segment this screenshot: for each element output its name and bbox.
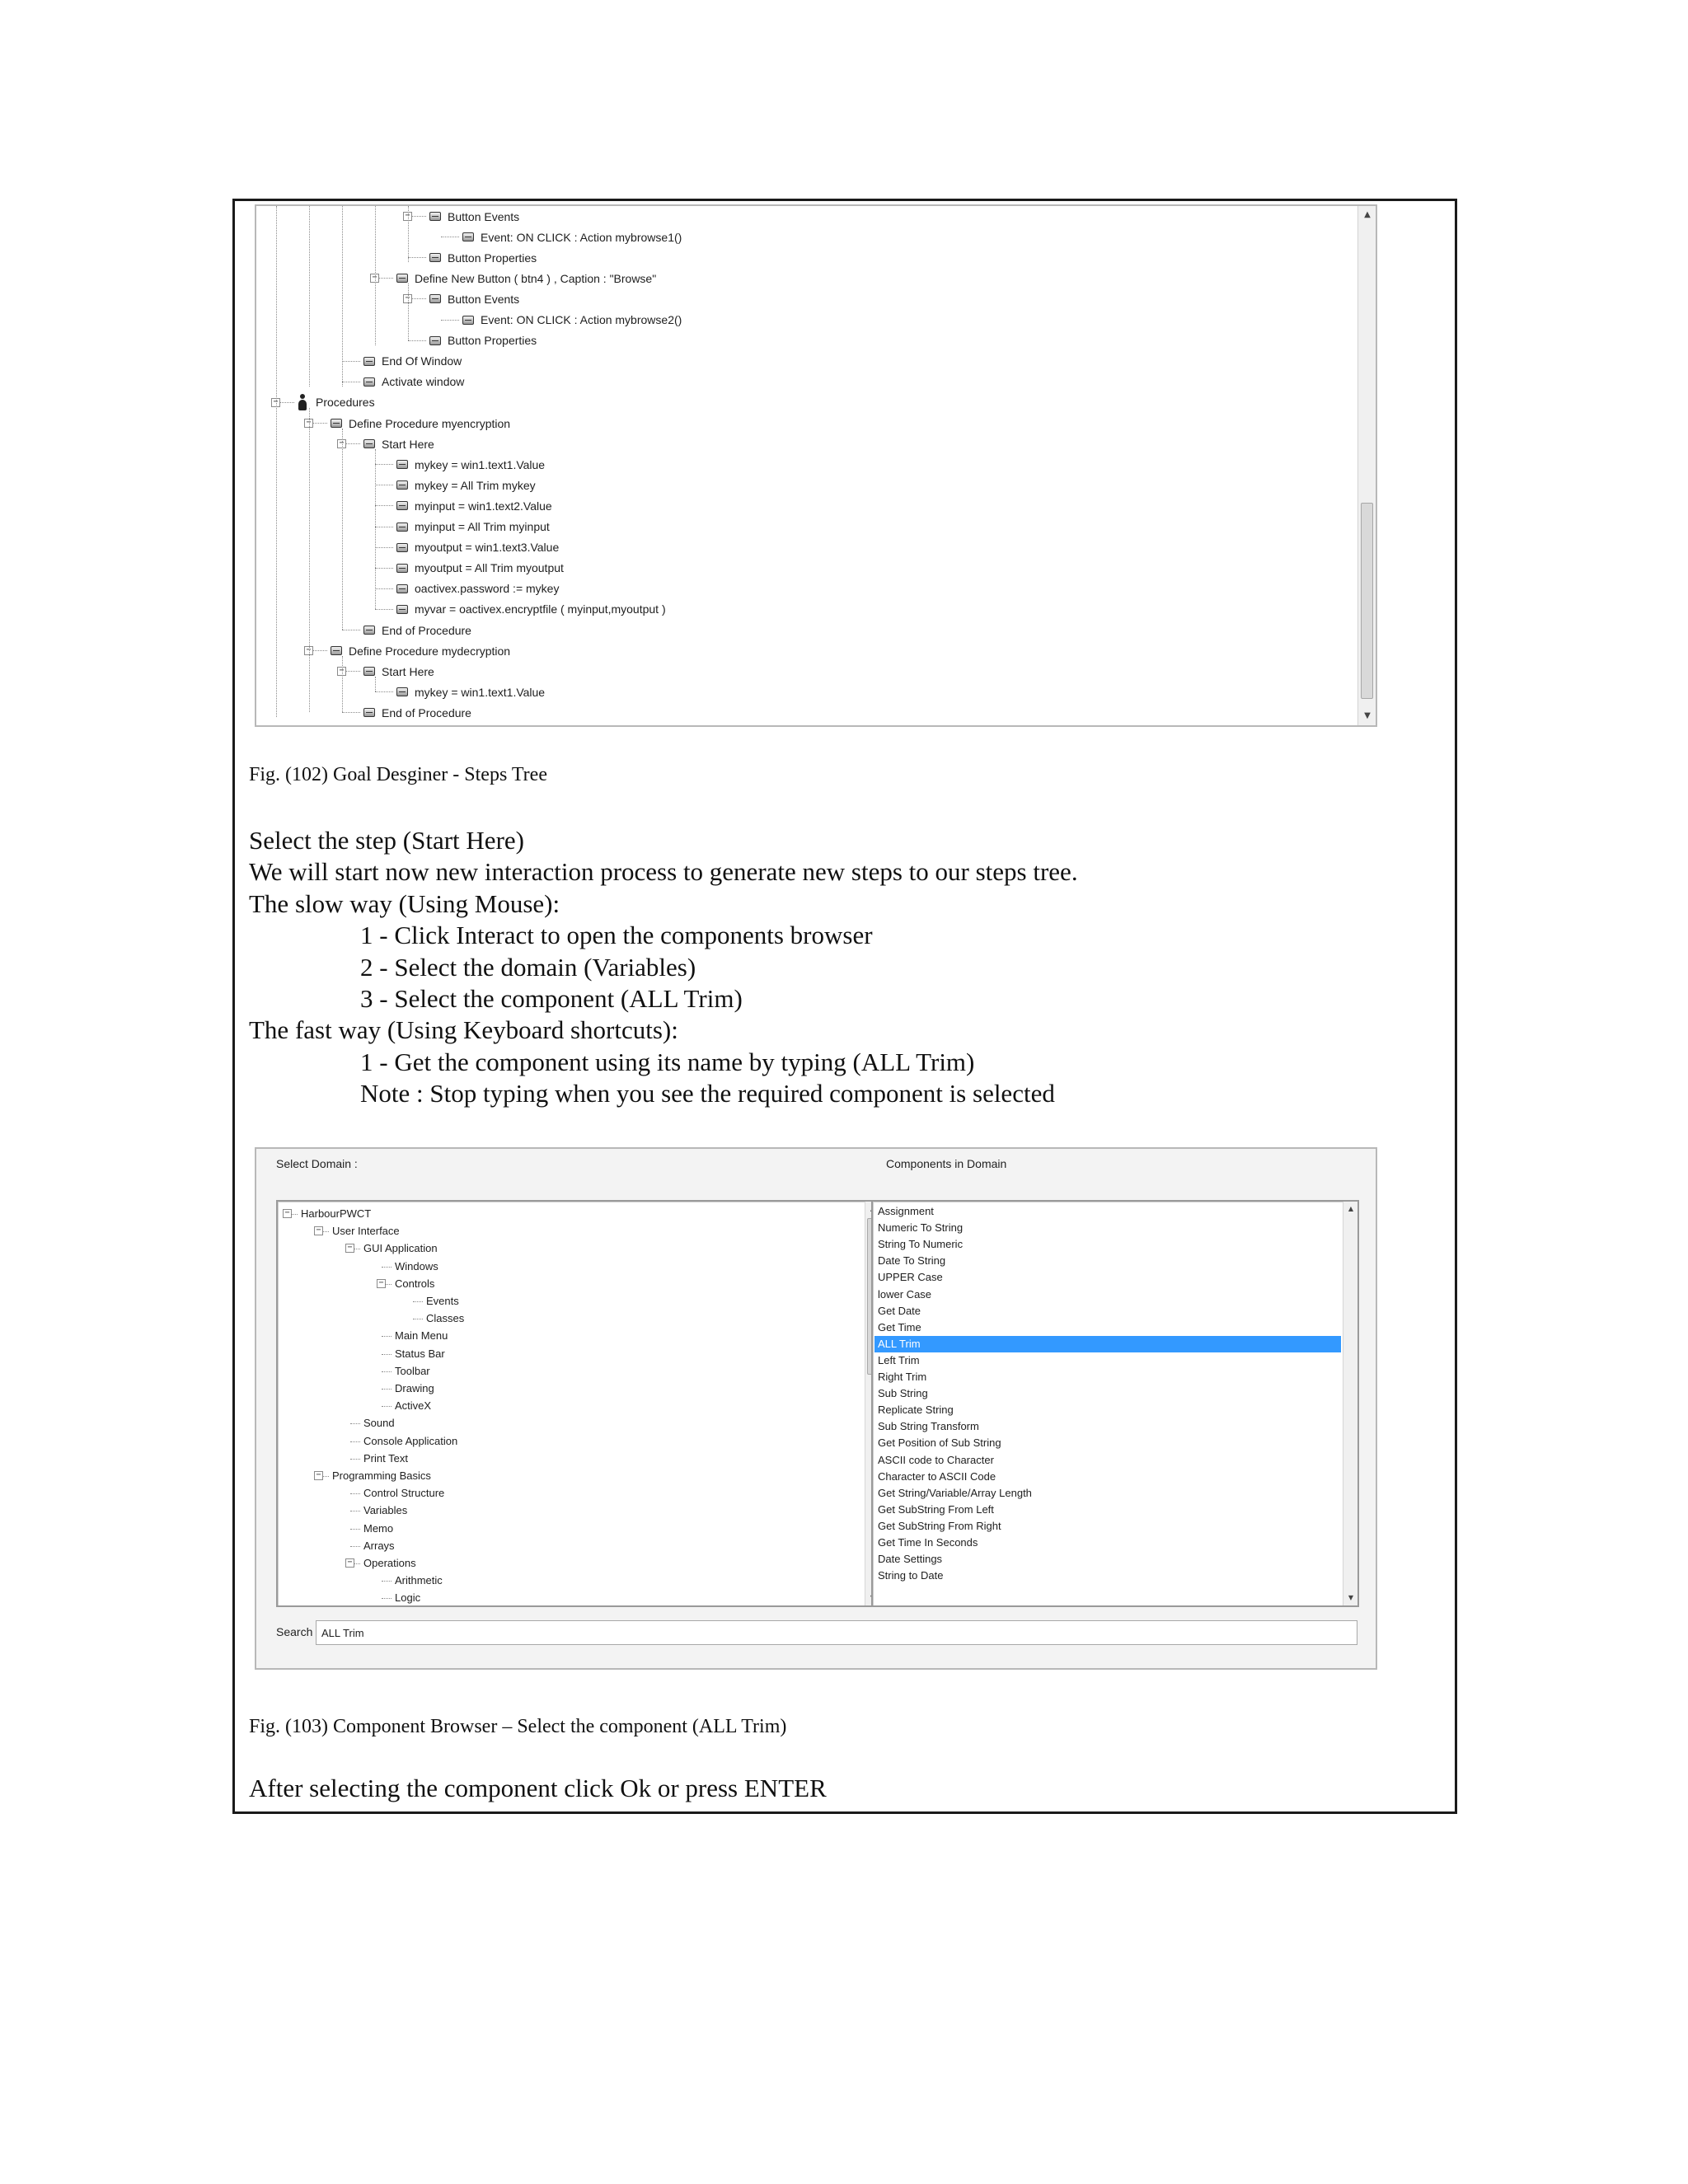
component-item[interactable]: UPPER Case [878,1271,943,1284]
tree-step-label: Start Here [382,437,434,451]
domain-connector [382,1371,392,1372]
tree-guide-line [342,429,343,630]
tree-guide-line [309,206,310,387]
domain-item[interactable]: Classes [426,1312,465,1325]
tree-step[interactable] [462,227,682,247]
domain-item[interactable]: Operations [363,1557,416,1569]
component-item[interactable]: Get Time In Seconds [878,1536,978,1549]
collapse-toggle-icon[interactable]: − [345,1244,354,1253]
tree-step-label: myoutput = All Trim myoutput [415,561,564,575]
tree-step-label: myinput = All Trim myinput [415,520,550,533]
steps-tree [256,206,1357,725]
components-list-items [873,1202,1357,1605]
tree-connector [375,568,393,569]
domain-item[interactable]: Toolbar [395,1364,430,1377]
collapse-toggle-icon[interactable]: − [345,1558,354,1568]
tree-connector [441,320,459,321]
step-node-icon [396,543,408,552]
domain-connector [350,1493,360,1494]
component-item[interactable]: Get Position of Sub String [878,1436,1001,1450]
tree-step-label: Button Properties [448,334,537,348]
tree-step-label: myoutput = win1.text3.Value [415,541,560,555]
collapse-toggle-icon[interactable]: − [314,1471,323,1480]
component-item[interactable]: Right Trim [878,1371,927,1383]
tree-guide-line [342,656,343,712]
step-node-icon [363,377,375,387]
component-item[interactable]: Get SubString From Left [878,1502,994,1516]
step-node-icon [331,419,342,428]
instruction-line: Select the step (Start Here) [249,826,524,855]
instruction-line: 1 - Click Interact to open the components browser [360,921,873,950]
component-item[interactable]: Date Settings [878,1553,943,1566]
tree-connector [375,505,393,506]
collapse-toggle-icon[interactable]: − [403,212,412,221]
domain-tree-items [278,1202,865,1605]
steps-tree-screenshot [255,204,1377,727]
tree-guide-line [408,206,409,262]
tree-step[interactable] [429,330,537,351]
collapse-toggle-icon[interactable]: − [337,439,346,448]
step-node-icon [363,626,375,635]
component-item[interactable]: ASCII code to Character [878,1453,994,1466]
component-item[interactable]: String To Numeric [878,1238,964,1251]
procedures-icon [298,394,307,410]
domain-item[interactable]: User Interface [332,1225,400,1238]
tree-step[interactable] [363,434,434,454]
step-node-icon [429,294,441,303]
tree-step[interactable] [396,599,666,620]
domain-item[interactable]: GUI Application [363,1242,438,1255]
tree-guide-line [375,206,376,345]
domain-connector [382,1354,392,1355]
component-item[interactable]: Replicate String [878,1404,954,1417]
component-item[interactable]: String to Date [878,1569,944,1582]
domain-connector [382,1336,392,1337]
component-item[interactable]: Character to ASCII Code [878,1469,996,1483]
steps-tree-scrollbar[interactable] [1357,206,1376,725]
tree-connector [408,340,426,341]
tree-step[interactable] [331,640,510,661]
tree-connector [375,609,393,610]
step-node-icon [396,564,408,573]
component-item[interactable]: lower Case [878,1287,932,1301]
tree-connector [342,712,360,713]
instruction-line: The slow way (Using Mouse): [249,888,560,918]
components-in-domain-label: Components in Domain [886,1157,1007,1170]
tree-guide-line [276,206,277,717]
fig102-caption: Fig. (102) Goal Desginer - Steps Tree [249,764,547,785]
scroll-up-icon[interactable]: ▲ [1364,210,1371,219]
tree-connector [375,464,393,465]
tree-step-label: End of Procedure [382,705,471,719]
tree-step-label: myvar = oactivex.encryptfile ( myinput,myoutput ) [415,602,666,616]
component-item[interactable]: Numeric To String [878,1221,964,1235]
domain-item[interactable]: Main Menu [395,1329,448,1343]
component-item[interactable]: Get Date [878,1304,921,1317]
domain-tree[interactable] [276,1200,881,1607]
collapse-toggle-icon[interactable]: − [377,1279,386,1288]
step-node-icon [429,336,441,345]
tree-connector [408,257,426,258]
tree-step[interactable] [396,579,559,599]
domain-item[interactable]: HarbourPWCT [301,1207,372,1220]
domain-item[interactable]: Sound [363,1417,395,1430]
tree-guide-line [375,449,376,609]
tree-step-label: Activate window [382,375,465,389]
component-item-selected[interactable]: ALL Trim [874,1336,1341,1352]
select-domain-label: Select Domain : [276,1157,358,1170]
domain-item[interactable]: Programming Basics [332,1469,431,1482]
collapse-toggle-icon[interactable]: − [403,294,412,303]
domain-connector [382,1267,392,1268]
component-item[interactable]: Left Trim [878,1353,920,1366]
tree-step-label: Button Events [448,209,520,223]
tree-step[interactable] [363,620,471,640]
tree-connector [375,588,393,589]
tree-step-label: Event: ON CLICK : Action mybrowse1() [481,230,682,244]
tree-step[interactable] [396,454,545,475]
tree-step-label: Procedures [316,396,375,410]
tree-step-label: Define Procedure myencryption [349,416,511,430]
domain-item[interactable]: Variables [363,1504,408,1517]
step-node-icon [363,439,375,448]
instruction-line: 3 - Select the component (ALL Trim) [360,983,743,1013]
tree-step[interactable] [363,661,434,682]
tree-step[interactable] [363,372,464,392]
tree-step-label: End of Procedure [382,623,471,637]
step-node-icon [396,605,408,614]
domain-item[interactable]: Controls [395,1277,435,1290]
tree-guide-line [408,284,409,340]
step-node-icon [396,523,408,532]
tree-step[interactable] [396,537,559,558]
domain-item[interactable]: ActiveX [395,1399,432,1413]
instruction-line: Note : Stop typing when you see the required component is selected [360,1079,1055,1108]
step-node-icon [363,667,375,676]
domain-item[interactable]: Control Structure [363,1487,445,1500]
step-node-icon [462,232,474,241]
tree-step[interactable] [396,517,550,537]
domain-connector [350,1423,360,1424]
component-item[interactable]: Sub String Transform [878,1420,979,1433]
domain-item[interactable]: Arrays [363,1539,395,1552]
tree-step[interactable] [396,682,545,702]
search-label: Search [276,1625,313,1638]
tree-step[interactable] [363,702,471,723]
components-list-scrollbar[interactable] [1343,1202,1357,1605]
component-browser-screenshot [255,1147,1377,1670]
domain-connector [382,1406,392,1407]
domain-connector [382,1581,392,1582]
instruction-line: We will start now new interaction process to generate new steps to our steps tree. [249,857,1078,887]
tree-step-label: myinput = win1.text2.Value [415,499,552,513]
step-node-icon [396,274,408,283]
domain-connector [350,1441,360,1442]
component-item[interactable]: Get Time [878,1320,921,1333]
step-node-icon [396,584,408,593]
domain-item[interactable]: Windows [395,1259,438,1272]
domain-item[interactable]: Memo [363,1521,394,1535]
domain-item[interactable]: Print Text [363,1451,408,1465]
tree-step[interactable] [331,413,510,434]
tree-guide-line [342,206,343,387]
domain-item[interactable]: Logic [395,1591,421,1605]
search-input[interactable] [316,1620,1357,1645]
collapse-toggle-icon[interactable]: − [283,1209,292,1218]
tree-step-label: mykey = win1.text1.Value [415,457,546,471]
collapse-toggle-icon[interactable]: − [314,1226,323,1235]
tree-step[interactable] [429,247,537,268]
tree-step-label: mykey = win1.text1.Value [415,685,546,699]
tree-step[interactable] [396,475,536,495]
step-node-icon [396,687,408,696]
scroll-up-icon[interactable]: ▲ [1348,1205,1354,1212]
collapse-toggle-icon[interactable]: − [271,398,280,407]
step-node-icon [396,501,408,510]
step-node-icon [363,708,375,717]
tree-connector [375,547,393,548]
scroll-down-icon[interactable]: ▼ [1348,1594,1354,1601]
tree-step-label: oactivex.password := mykey [415,582,560,596]
component-item[interactable]: Get SubString From Right [878,1519,1001,1532]
tree-step[interactable] [429,206,519,227]
domain-connector [350,1459,360,1460]
instruction-line: The fast way (Using Keyboard shortcuts): [249,1015,678,1045]
tree-step-label: Button Events [448,292,520,306]
tree-step[interactable] [462,310,682,330]
step-node-icon [429,253,441,262]
domain-connector [382,1389,392,1390]
step-node-icon [396,460,408,469]
component-item[interactable]: Assignment [878,1205,934,1217]
domain-item[interactable]: Console Application [363,1434,458,1447]
domain-item[interactable]: Drawing [395,1382,434,1394]
tree-step-label: mykey = All Trim mykey [415,478,536,492]
tree-step[interactable] [396,268,656,288]
component-item[interactable]: Get String/Variable/Array Length [878,1486,1032,1499]
tree-step-label: Define New Button ( btn4 ) , Caption : "Browse" [415,271,657,285]
collapse-toggle-icon[interactable]: − [337,667,346,676]
step-node-icon [363,357,375,366]
instructions [249,825,1436,1110]
tree-step-label: End Of Window [382,354,462,368]
collapse-toggle-icon[interactable]: − [304,646,313,655]
components-list[interactable] [871,1200,1359,1607]
collapse-toggle-icon[interactable]: − [304,419,313,428]
domain-connector [382,1598,392,1599]
component-item[interactable]: Date To String [878,1254,946,1268]
domain-item[interactable]: Status Bar [395,1347,445,1360]
step-node-icon [429,212,441,221]
step-node-icon [462,316,474,325]
page-frame [232,199,1457,1814]
closing-text: After selecting the component click Ok or press ENTER [249,1774,827,1802]
tree-connector [375,691,393,692]
tree-step-label: Button Properties [448,251,537,265]
tree-step[interactable] [429,288,519,309]
collapse-toggle-icon[interactable]: − [370,274,379,283]
tree-step-label: Start Here [382,664,434,678]
tree-step[interactable] [396,558,564,579]
scroll-down-icon[interactable]: ▼ [1364,711,1371,720]
domain-connector [413,1301,423,1302]
tree-connector [342,361,360,362]
fig103-caption: Fig. (103) Component Browser – Select the component (ALL Trim) [249,1716,787,1737]
domain-connector [350,1529,360,1530]
tree-step-label: Event: ON CLICK : Action mybrowse2() [481,313,682,326]
instruction-line: 2 - Select the domain (Variables) [360,952,696,982]
tree-guide-line [309,408,310,712]
step-node-icon [396,480,408,490]
tree-step[interactable] [363,351,462,372]
tree-step[interactable] [396,495,552,516]
step-node-icon [331,646,342,655]
domain-connector [350,1546,360,1547]
domain-item[interactable]: Arithmetic [395,1574,443,1587]
component-item[interactable]: Sub String [878,1387,928,1400]
tree-step-label: Define Procedure mydecryption [349,644,511,658]
instruction-line: 1 - Get the component using its name by typing (ALL Trim) [360,1047,975,1076]
scroll-thumb[interactable] [1361,503,1373,699]
tree-guide-line [375,677,376,691]
domain-item[interactable]: Events [426,1295,459,1307]
